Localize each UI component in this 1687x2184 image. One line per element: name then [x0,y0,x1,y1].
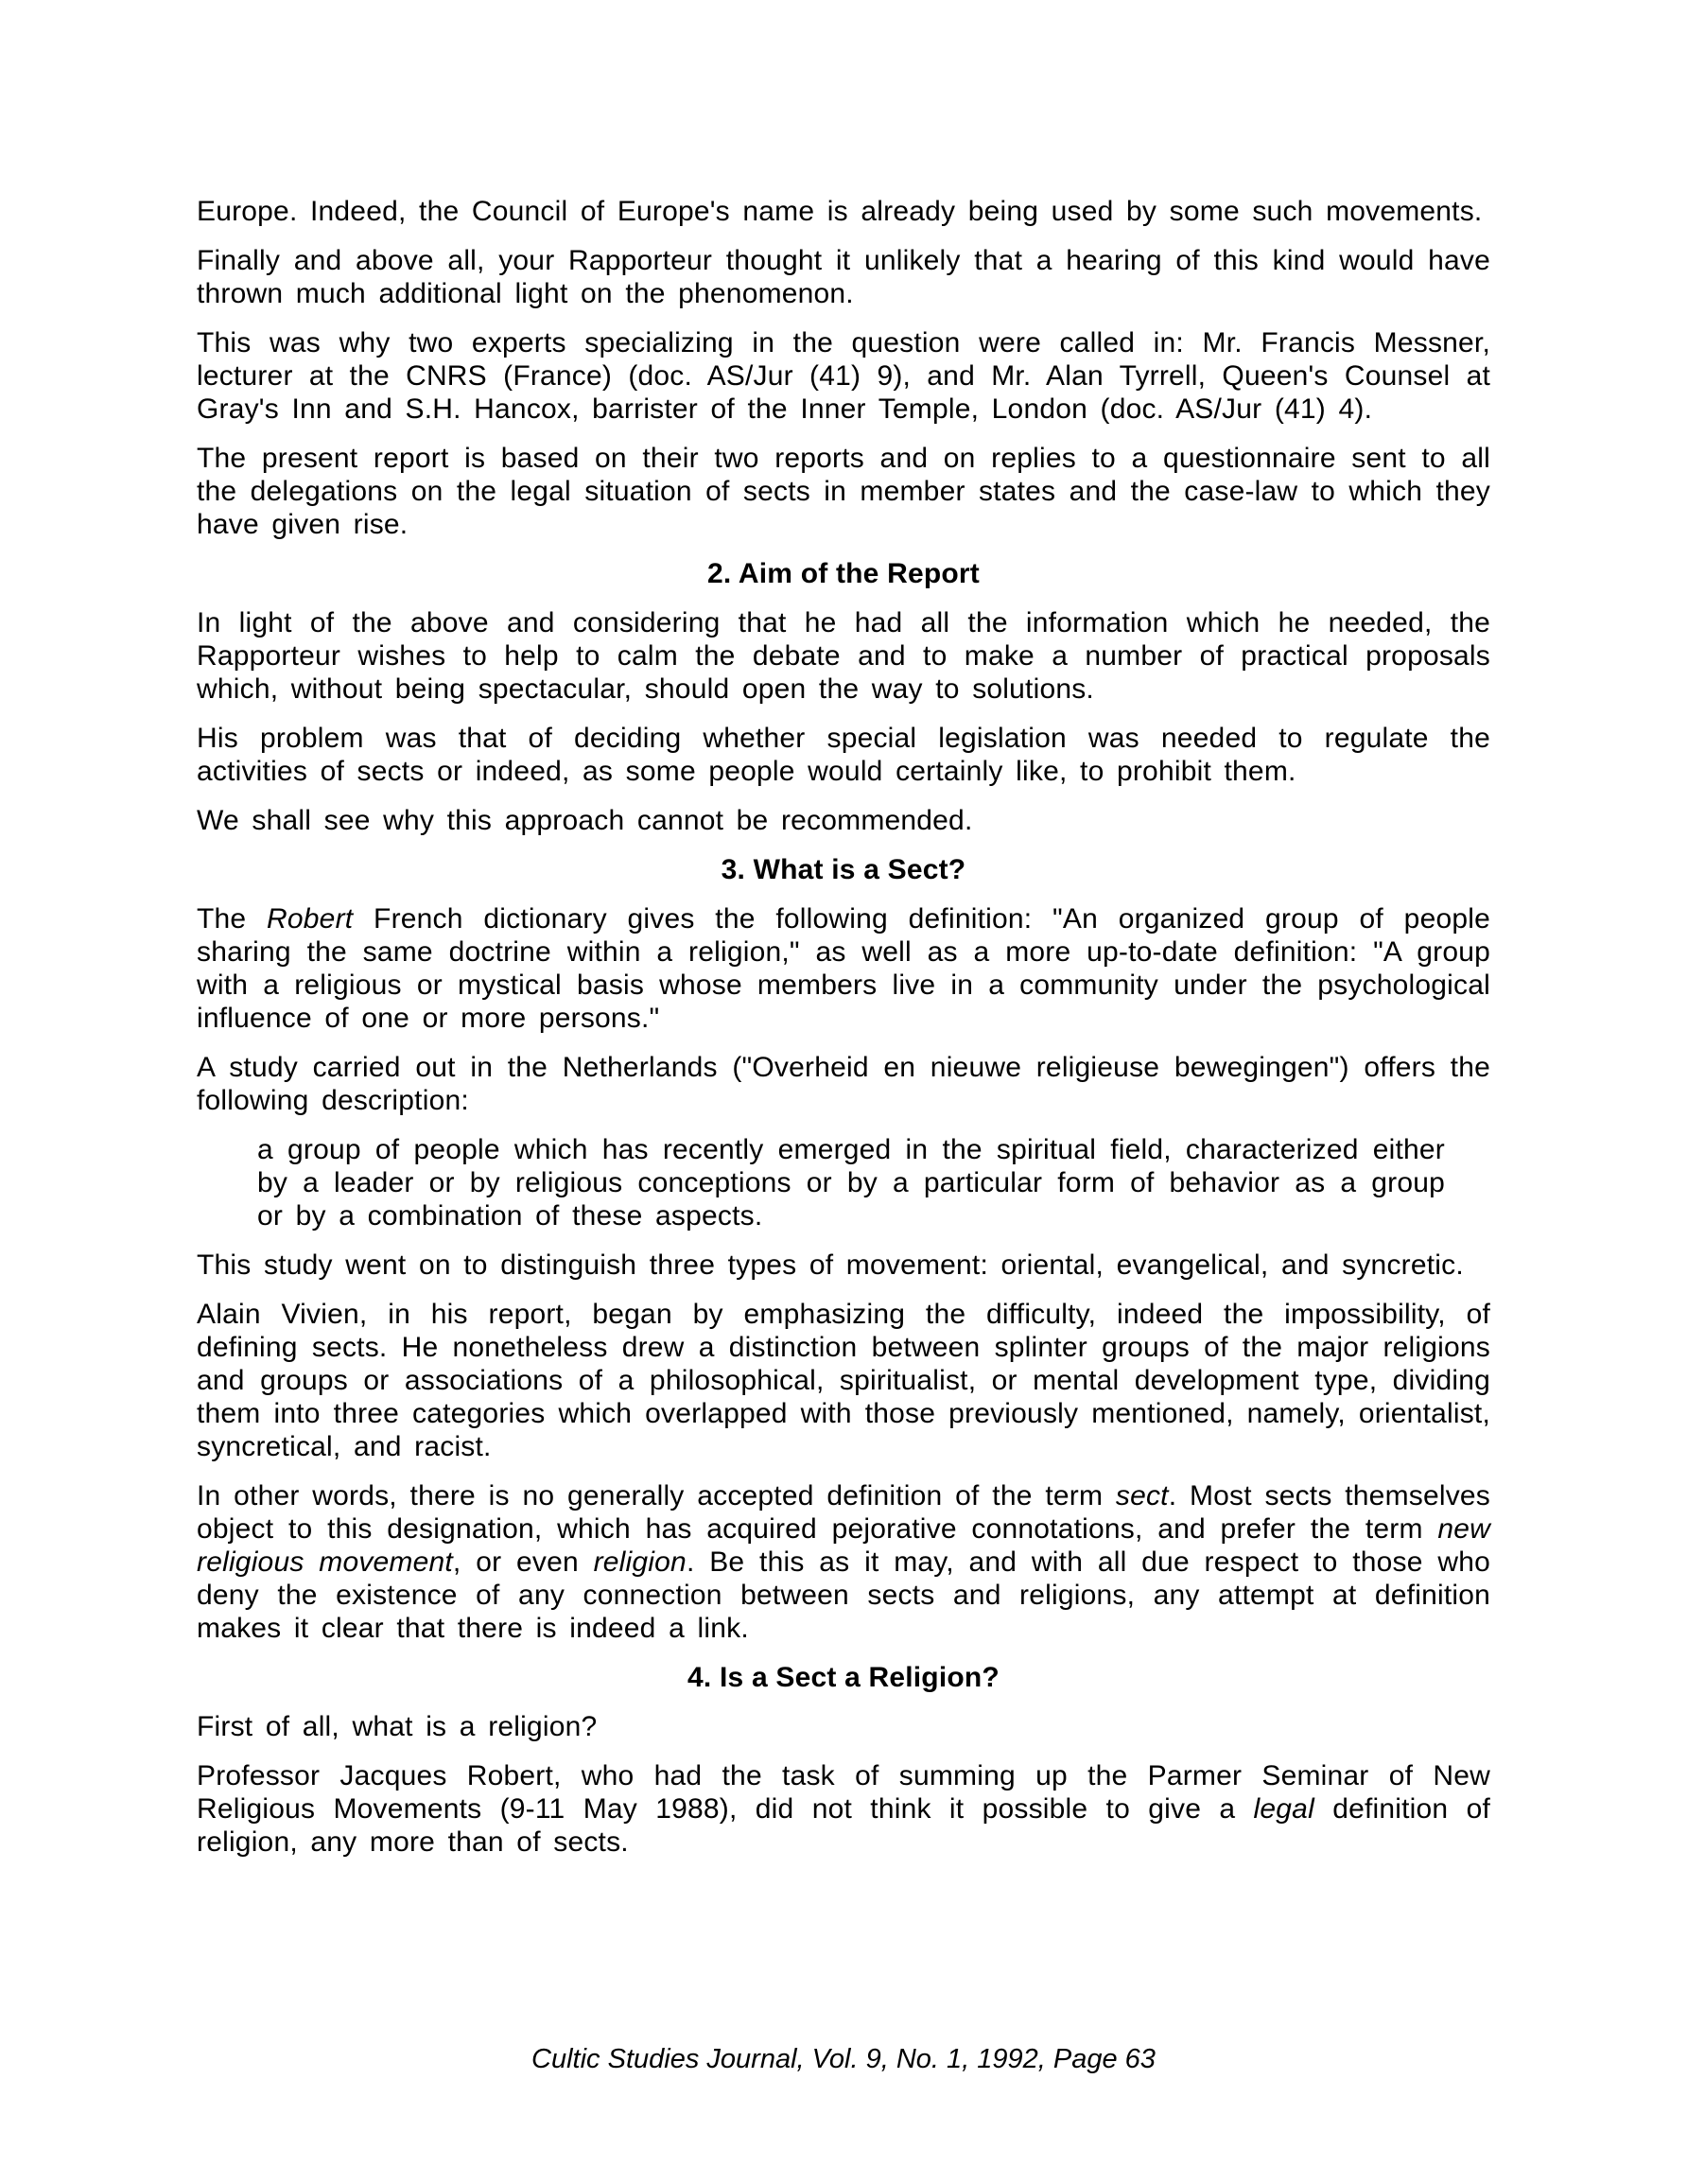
paragraph: Alain Vivien, in his report, began by emphasizing the difficulty, indeed the impossibility, of defining sects. He nonetheless drew a distinction between splinter groups of the major religions and groups or associations of a philosophical, spiritualist, or mental development type, dividing them into three categories which overlapped with those previously mentioned, namely, orientalist, syncretical, and racist. [197,1299,1490,1462]
document-blocks [197,195,1490,1859]
section-heading: 3. What is a Sect? [721,854,966,885]
section-heading: 4. Is a Sect a Religion? [687,1662,1000,1693]
paragraph: The Robert French dictionary gives the following definition: "An organized group of people sharing the same doctrine within a religion," as well as a more up-to-date definition: "A group with a religious or mystical basis whose members live in a community under the psychological influence of one or more persons." [197,903,1490,1034]
section-heading: 2. Aim of the Report [707,558,980,589]
paragraph: Finally and above all, your Rapporteur thought it unlikely that a hearing of this kind would have thrown much additional light on the phenomenon. [197,245,1490,309]
paragraph: His problem was that of deciding whether special legislation was needed to regulate the activities of sects or indeed, as some people would certainly like, to prohibit them. [197,723,1490,787]
paragraph: In light of the above and considering that he had all the information which he needed, the Rapporteur wishes to help to calm the debate and to make a number of practical proposals which, without being spectacular, should open the way to solutions. [197,607,1490,705]
footer-citation: Cultic Studies Journal, Vol. 9, No. 1, 1992, Page 63 [531,2044,1156,2074]
paragraph: This was why two experts specializing in the question were called in: Mr. Francis Messner, lecturer at the CNRS (France) (doc. AS/Jur (41) 9), and Mr. Alan Tyrrell, Queen's Counsel at Gray's Inn and S.H. Hancox, barrister of the Inner Temple, London (doc. AS/Jur (41) 4). [197,327,1490,425]
paragraph: Europe. Indeed, the Council of Europe's name is already being used by some such movements. [197,196,1483,227]
paragraph: In other words, there is no generally accepted definition of the term sect. Most sects themselves object to this designation, which has acquired pejorative connotations, and prefer the term new religious movement, or even religion. Be this as it may, and with all due respect to those who deny the existence of any connection between sects and religions, any attempt at definition makes it clear that there is indeed a link. [197,1480,1490,1644]
paragraph: Professor Jacques Robert, who had the task of summing up the Parmer Seminar of New Religious Movements (9-11 May 1988), did not think it possible to give a legal definition of religion, any more than of sects. [197,1760,1491,1858]
paragraph: We shall see why this approach cannot be recommended. [197,805,973,836]
block-quote: a group of people which has recently emerged in the spiritual field, characterized either by a leader or by religious conceptions or by a particular form of behavior as a group or by a combination of these aspects. [257,1134,1445,1232]
paragraph: First of all, what is a religion? [197,1711,598,1742]
paragraph: The present report is based on their two reports and on replies to a questionnaire sent to all the delegations on the legal situation of sects in member states and the case-law to which they have given rise. [197,443,1490,540]
paragraph: This study went on to distinguish three types of movement: oriental, evangelical, and syncretic. [197,1249,1464,1281]
paragraph: A study carried out in the Netherlands ("Overheid en nieuwe religieuse bewegingen") offers the following description: [197,1052,1490,1116]
